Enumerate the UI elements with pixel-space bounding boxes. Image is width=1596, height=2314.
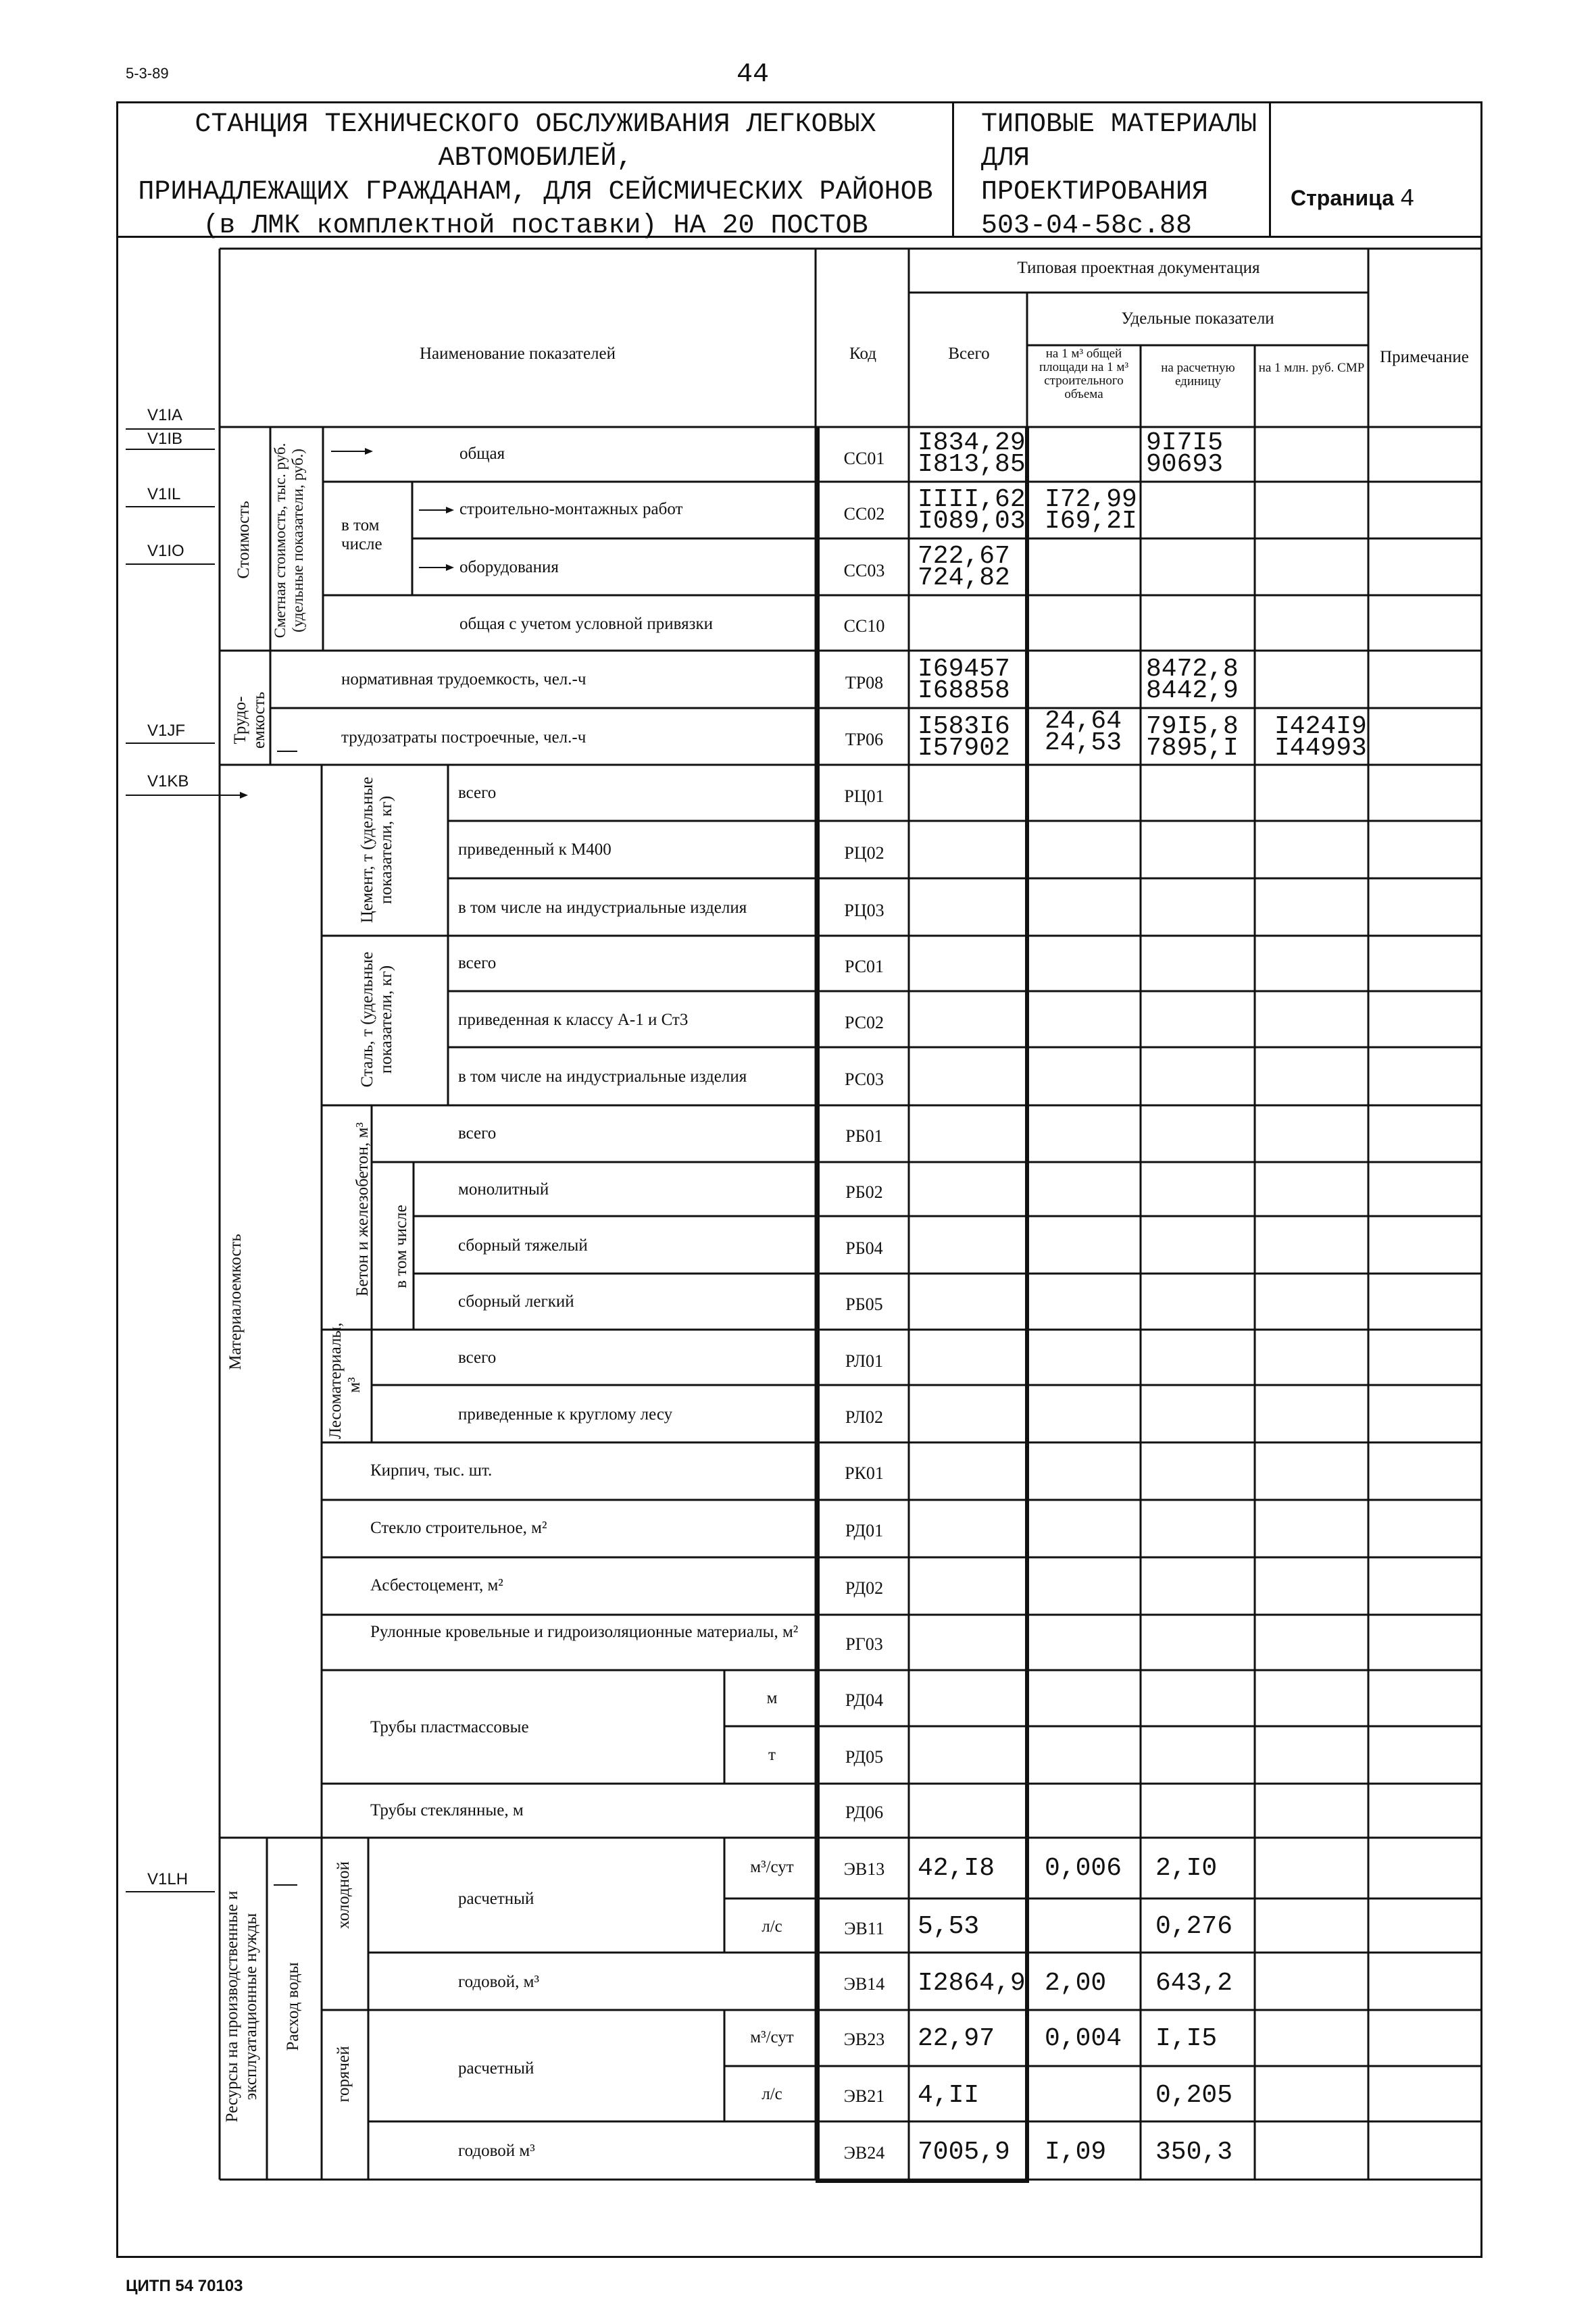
value-cell <box>918 655 1010 705</box>
value-cell: 5,53 <box>918 1912 980 1941</box>
header-note: Примечание <box>1380 348 1469 366</box>
value-line: I44993 <box>1274 734 1367 763</box>
value-line: 722,67 <box>918 542 1010 571</box>
row-unit: м <box>766 1689 778 1707</box>
value-line: I57902 <box>918 734 1010 763</box>
row-code: РБ02 <box>845 1182 883 1202</box>
row-name: в том числе на индустриальные изделия <box>458 899 747 917</box>
row-code: РД05 <box>845 1747 884 1767</box>
value-cell <box>1274 712 1367 763</box>
header-per-unit: на расчетную единицу <box>1161 361 1235 388</box>
page-label-number: 4 <box>1399 185 1415 213</box>
group-hot: горячей <box>334 2046 353 2103</box>
value-line: 90693 <box>1146 450 1224 479</box>
header-total: Всего <box>948 345 990 363</box>
row-code: СС03 <box>843 561 885 580</box>
value-cell: 42,I8 <box>918 1854 995 1883</box>
row-name: сборный тяжелый <box>458 1236 588 1255</box>
title-line-2: ПРИНАДЛЕЖАЩИХ ГРАЖДАНАМ, ДЛЯ СЕЙСМИЧЕСКИХ РАЙОНОВ <box>138 177 933 207</box>
value-line: 24,53 <box>1045 728 1122 757</box>
header-per-m3: на 1 м³ общей площади на 1 м³ строительного объема <box>1039 347 1129 401</box>
row-name: приведенные к круглому лесу <box>458 1405 673 1424</box>
value-line: 724,82 <box>918 563 1010 593</box>
group-labor: Трудо-емкость <box>231 691 268 749</box>
typical-line-1: ТИПОВЫЕ МАТЕРИАЛЫ <box>981 109 1257 140</box>
group-steel: Сталь, т (удельные показатели, кг) <box>358 951 395 1088</box>
value-cell: 0,205 <box>1155 2081 1233 2110</box>
value-line: 7895,I <box>1146 734 1239 763</box>
typical-line-3: 503-04-58с.88 <box>981 211 1193 241</box>
row-code: РЦ02 <box>844 843 884 863</box>
row-code: РЦ03 <box>844 901 884 920</box>
group-in-that: в том числе <box>341 516 382 553</box>
row-name: всего <box>458 784 497 802</box>
value-cell <box>1045 707 1122 757</box>
row-unit: м³/сут <box>750 2028 794 2046</box>
row-name: годовой м³ <box>458 2142 535 2160</box>
header-code: Код <box>849 345 876 363</box>
row-code: РБ04 <box>845 1238 883 1258</box>
value-cell <box>1146 655 1239 705</box>
row-code: СС02 <box>843 504 885 524</box>
row-code: РЛ02 <box>845 1407 884 1427</box>
row-name: Стекло строительное, м² <box>370 1519 547 1537</box>
row-code: РЦ01 <box>844 786 884 806</box>
value-cell <box>1146 712 1239 763</box>
value-line: I813,85 <box>918 450 1026 479</box>
row-code: РЛ01 <box>845 1351 884 1371</box>
row-code: ЭВ13 <box>843 1859 885 1879</box>
value-cell <box>918 485 1026 536</box>
group-material: Материалоемкость <box>226 1234 245 1370</box>
value-line: IIII,62 <box>918 485 1026 514</box>
row-name: расчетный <box>458 2059 534 2078</box>
group-resources: Ресурсы на производственные и эксплуатационные нужды <box>223 1890 260 2123</box>
doc-number: 5-3-89 <box>126 65 169 82</box>
group-water: Расход воды <box>284 1962 302 2051</box>
side-label: V1IL <box>147 485 181 503</box>
value-line: 9I7I5 <box>1146 428 1224 457</box>
value-cell <box>1045 485 1137 536</box>
row-code: ТР08 <box>845 673 884 693</box>
row-name: всего <box>458 1349 497 1367</box>
value-cell: 22,97 <box>918 2024 995 2053</box>
row-code: РГ03 <box>845 1634 883 1654</box>
row-code: ЭВ24 <box>843 2143 885 2163</box>
group-concrete-in: в том числе <box>392 1205 410 1288</box>
header-per-mln: на 1 млн. руб. СМР <box>1258 361 1365 375</box>
value-cell: 2,I0 <box>1155 1854 1218 1883</box>
row-name: всего <box>458 1124 497 1142</box>
row-code: СС10 <box>843 616 885 636</box>
side-label: V1KB <box>147 772 189 790</box>
side-label: V1IO <box>147 542 184 560</box>
row-name: в том числе на индустриальные изделия <box>458 1067 747 1086</box>
side-label: V1JF <box>147 722 186 740</box>
row-name: Рулонные кровельные и гидроизоляционные материалы, м² <box>370 1623 799 1641</box>
group-cost: Стоимость <box>234 501 253 579</box>
value-cell: 0,276 <box>1155 1912 1233 1941</box>
row-name: общая с учетом условной привязки <box>459 615 714 633</box>
header-typical-doc: Типовая проектная документация <box>1017 259 1260 277</box>
value-cell: 643,2 <box>1155 1969 1233 1998</box>
row-name: расчетный <box>458 1890 534 1908</box>
value-cell: I,09 <box>1045 2138 1107 2167</box>
row-code: РС01 <box>844 957 884 976</box>
value-cell: I,I5 <box>1155 2024 1218 2053</box>
row-name: трудозатраты построечные, чел.-ч <box>341 728 587 747</box>
value-cell <box>918 428 1026 479</box>
row-name: общая <box>459 445 505 463</box>
row-name: оборудования <box>459 558 559 576</box>
value-cell: 7005,9 <box>918 2138 1010 2167</box>
row-code: ЭВ21 <box>843 2086 885 2106</box>
row-code: РД04 <box>845 1690 884 1710</box>
value-line: 8472,8 <box>1146 655 1239 684</box>
page-label-text: Страница <box>1291 186 1394 210</box>
side-label: V1LH <box>147 1870 189 1888</box>
row-name: годовой, м³ <box>458 1973 539 1991</box>
row-unit: л/с <box>762 2085 782 2103</box>
row-code: РД06 <box>845 1803 884 1822</box>
row-name: Асбестоцемент, м² <box>370 1576 503 1594</box>
value-cell: 4,II <box>918 2081 980 2110</box>
group-wood: Лесоматериалы, м³ <box>326 1322 364 1439</box>
group-cement: Цемент, т (удельные показатели, кг) <box>358 776 395 924</box>
row-name: Кирпич, тыс. шт. <box>370 1461 493 1480</box>
row-code: ЭВ11 <box>844 1919 884 1938</box>
row-unit: т <box>768 1746 776 1764</box>
row-code: РБ05 <box>845 1294 883 1314</box>
value-line: 24,64 <box>1045 707 1122 736</box>
value-line: I583I6 <box>918 712 1010 741</box>
row-code: РБ01 <box>845 1126 883 1146</box>
value-cell <box>918 712 1010 763</box>
page-number: 44 <box>737 59 770 90</box>
value-line: I089,03 <box>918 507 1026 536</box>
value-line: 79I5,8 <box>1146 712 1239 741</box>
row-name: Трубы стеклянные, м <box>370 1801 524 1819</box>
row-code: ЭВ14 <box>843 1974 885 1994</box>
row-unit: м³/сут <box>750 1858 794 1876</box>
value-line: I68858 <box>918 676 1010 705</box>
row-name: монолитный <box>458 1180 549 1199</box>
value-line: 8442,9 <box>1146 676 1239 705</box>
row-name: строительно-монтажных работ <box>459 500 683 518</box>
value-line: I72,99 <box>1045 485 1137 514</box>
value-line: I424I9 <box>1274 712 1367 741</box>
row-code: РД01 <box>845 1521 884 1540</box>
value-line: I69,2I <box>1045 507 1137 536</box>
value-cell: 0,004 <box>1045 2024 1122 2053</box>
row-name: приведенная к классу А-1 и Ст3 <box>458 1011 689 1029</box>
row-code: ТР06 <box>845 730 884 749</box>
value-line: I69457 <box>918 655 1010 684</box>
row-code: РС03 <box>844 1070 884 1089</box>
row-name: сборный легкий <box>458 1292 574 1311</box>
header-name: Наименование показателей <box>419 345 616 363</box>
side-label: V1IA <box>147 406 183 424</box>
row-code: РД02 <box>845 1578 884 1598</box>
value-line: I834,29 <box>918 428 1026 457</box>
value-cell: 2,00 <box>1045 1969 1107 1998</box>
value-cell <box>918 542 1010 593</box>
row-name: всего <box>458 954 497 972</box>
row-code: СС01 <box>843 449 885 468</box>
value-cell <box>1146 428 1224 479</box>
header-specific: Удельные показатели <box>1121 309 1274 328</box>
value-cell: 350,3 <box>1155 2138 1233 2167</box>
group-cold: холодной <box>334 1861 353 1929</box>
value-cell: 0,006 <box>1045 1854 1122 1883</box>
row-name: нормативная трудоемкость, чел.-ч <box>341 670 587 688</box>
row-code: РК01 <box>845 1463 884 1483</box>
row-code: РС02 <box>844 1013 884 1032</box>
title-line-3: (в ЛМК комплектной поставки) НА 20 ПОСТОВ <box>203 211 868 241</box>
row-name: приведенный к М400 <box>458 840 612 859</box>
row-unit: л/с <box>762 1917 782 1936</box>
value-cell: I2864,9 <box>918 1969 1026 1998</box>
row-code: ЭВ23 <box>843 2030 885 2049</box>
group-concrete: Бетон и железобетон, м³ <box>353 1122 372 1297</box>
typical-line-2: ДЛЯ ПРОЕКТИРОВАНИЯ <box>981 143 1209 207</box>
footer-code: ЦИТП 54 70103 <box>126 2277 243 2295</box>
row-name: Трубы пластмассовые <box>370 1718 529 1736</box>
side-label: V1IB <box>147 430 183 448</box>
title-line-1: СТАНЦИЯ ТЕХНИЧЕСКОГО ОБСЛУЖИВАНИЯ ЛЕГКОВЫХ АВТОМОБИЛЕЙ, <box>195 109 876 174</box>
group-cost-sub: Сметная стоимость, тыс. руб. (удельные показатели, руб.) <box>272 443 306 638</box>
